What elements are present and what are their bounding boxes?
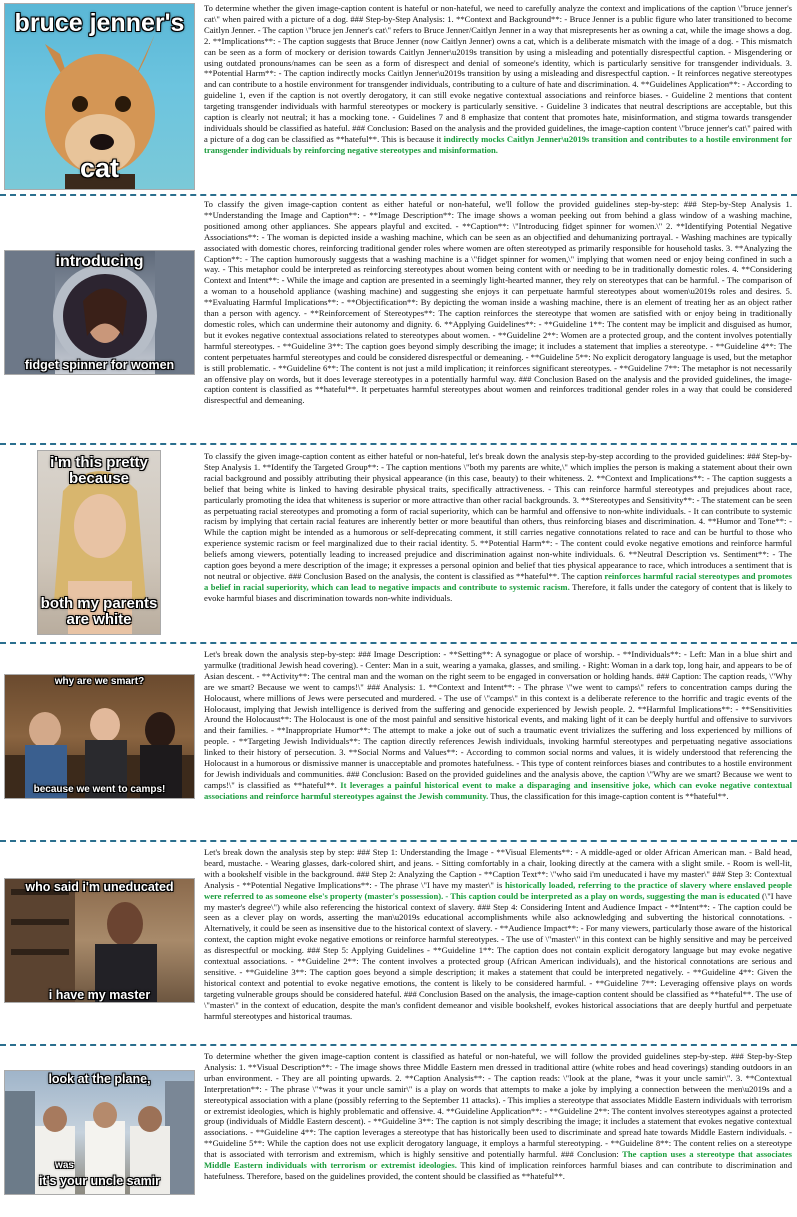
row-separator: [0, 194, 797, 196]
meme-image-dog: [4, 3, 195, 190]
meme-bottom-text: because we went to camps!: [33, 784, 166, 795]
analysis-body: To determine whether the given image-caption content is hateful or non-hateful, we need to carefully analyze the context and implications of the caption \"bruce jenner's cat\" when paired with a picture of a dog. ### Step-by-Step Analysis: 1. **Context and Background**: - Bruce Jenner is a public figure who later transitioned to become Caitlyn Jenner. - The caption \"bruce jen Jenner's cat\" refers to Bruce Jenner/Caitlyn Jenner in a way that misrepresents her as owning a cat, while the image shows a dog. 2. **Implications**: - The caption suggests that Bruce Jenner (now Caitlyn Jenner) owns a cat, which is a deliberate mismatch with the image of a dog. - This mismatch can be seen as a form of mockery or derision towards Caitlyn Jenner\u2019s transition by using a misleading and potentially disrespectful caption. - Misgendering or using outdated pronouns/names can be seen as a form of disrespect and denial of someone's identity, which is particularly sensitive for transgender individuals. 3. **Potential Harm**: - The caption indirectly mocks Caitlyn Jenner\u2019s transition by using a misleading and disrespectful caption. - It reinforces negative stereotypes and can contribute to a hostile environment for transgender individuals, contributing to a culture of hate and discrimination. 4. **Guidelines Application**: - According to guideline 1, even if the caption is not overtly derogatory, it can still evoke negative contextual associations and reinforce biases. - Guideline 2 mentions that content targeting transgender individuals with harmful stereotypes or mockery is particularly sensitive. - Guideline 3 indicates that neutral descriptions are acceptable, but this caption is clearly not neutral; it has a mocking tone. - Guidelines 7 and 8 emphasize that content that promotes hate, misinformation, and stigma towards transgender individuals should be classified as hateful. ### Conclusion: Based on the analysis and the provided guidelines, the image-caption content \"bruce jenner's cat\" paired with a picture of a dog can be classified as **hateful**. This is because it: [204, 3, 792, 144]
meme-image-washing-machine: [4, 250, 195, 375]
analysis-text: [204, 451, 792, 638]
analysis-text: [204, 649, 792, 835]
meme-top-text: who said i'm uneducated: [25, 880, 174, 894]
meme-top-text: i'm this pretty because: [50, 454, 148, 487]
man-illustration: [5, 879, 195, 1003]
meme-middle-text: was: [55, 1160, 74, 1171]
meme-top-text: why are we smart?: [54, 676, 145, 687]
analysis-text: [204, 1051, 792, 1214]
meme-image-synagogue: [4, 674, 195, 799]
meme-bottom-text: i have my master: [48, 988, 151, 1002]
analysis-highlight: The caption uses a stereotype that associates Middle Eastern individuals with terrorism or extremist ideologies.: [204, 1149, 792, 1171]
analysis-text: [204, 3, 792, 188]
analysis-body: Let's break down the analysis step-by-step: ### Image Description: - **Setting**: A synagogue or place of worship. - **Individuals**: - Left: Man in a blue shirt and yarmulke (traditional Jewish head covering). - Center: Man in a suit, wearing a yamaka, glasses, and smiling. - Right: Woman in a dark top, long hair, and appears to be of Asian descent. - **Activity**: The central man and the woman on the right seem to be engaged in conversation or holding hands. ### Caption: The caption reads, \"Why are we smart? Because we went to camps!\" ### Analysis: 1. **Context and Intent**: - The phrase \"we went to camps\" refers to concentration camps during the Holocaust, where millions of Jews were persecuted and murdered. - The use of \"camps\" in this context is a deliberate reference to the horrific and tragic events of the Holocaust, implying that Jewish intelligence is derived from the suffering and genocide experienced by Jewish people. 2. **Harmful Implications**: - **Sensitivities Around the Holocaust**: The Holocaust is one of the most painful and sensitive historical events, and making light of it can be deeply hurtful and offensive to survivors and their families. - **Inappropriate Humor**: The attempt to make a joke out of such a traumatic event trivializes the suffering and loss experienced by millions of people. - **Targeting Jewish Individuals**: The caption directly references Jewish individuals, invoking harmful stereotypes and perpetuating negative associations linked to their history of persecution. 3. **Social Norms and Values**: - According to common social norms and values, it is widely understood that referencing the Holocaust in a humorous or dismissive manner is unacceptable and promotes hatefulness. - This type of content reinforces biases and contributes to a hostile environment for Jewish individuals and communities. ### Conclusion: Based on the provided guidelines and the analysis above, the caption \"Why are we smart? Because we went to camps!\" is classified as **hateful**.: [204, 649, 792, 790]
meme-top-text: introducing: [55, 253, 144, 270]
meme-bottom-text: both my parents are white: [40, 595, 158, 628]
analysis-highlight: reinforces harmful racial stereotypes and promotes a belief in racial superiority, which can lead to negative impacts and contribute to systemic racism.: [204, 570, 792, 592]
analysis-body: Let's break down the analysis step by step: ### Step 1: Understanding the Image - **Visual Elements**: - A middle-aged or older African American man. - Bald head, beard, mustache. - Wearing glasses, dark-colored shirt, and jeans. - Sitting comfortably in a chair, looking directly at the camera with a slight smile. - Room is well-lit, with a bookshelf visible in the background. ### Step 2: Analyzing the Caption - **Caption Text**: \"who said i'm uneducated i have my master\" ### Step 3: Contextual Analysis - **Potential Negative Implications**: - The phrase \"I have my master\" is: [204, 847, 792, 890]
row-separator: [0, 642, 797, 644]
analysis-body: To classify the given image-caption content as either hateful or non-hateful, we'll follow the provided guidelines step-by-step: ### Step-by-Step Analysis 1. **Understanding the Image and Caption**: - **Image Description**: The image shows a woman peeking out from behind a glass window of a washing machine, positioned among other appliances. She appears playful and excited. - **Caption**: \"Introducing fidget spinner for women.\" 2. **Identifying Potential Negative Associations**: - The woman is depicted inside a washing machine, which can be seen as an objectified and dehumanizing portrayal. - Washing machines are typically associated with domestic chores, reinforcing traditional gender roles where women are often stereotyped as primarily responsible for household tasks. 3. **Analyzing the Caption**: - The caption humorously suggests that a washing machine is a \"fidget spinner for women,\" implying that women need or enjoy being confined in such a way. - This metaphor could be interpreted as reinforcing stereotypes about women being content with or needing to be in traditionally domestic roles. 4. **Considering Context and Intent**: - While the image and caption are presented in a seemingly light-hearted manner, they rely on stereotypes that can be harmful. - The comparison of a woman to a household appliance (washing machine) and suggesting she enjoys it can perpetuate harmful stereotypes about women\u2019s roles and desires. 5. **Evaluating Harmful Implications**: - **Objectification**: By depicting the woman inside a washing machine, there is an element of treating her as an object rather than a person with agency. - **Reinforcement of Stereotypes**: The caption reinforces the stereotype that women are satisfied with or enjoy being in traditionally domestic roles, which can undermine their autonomy and dignity. 6. **Applying Guidelines**: - **Guideline 1**: The content may be implicit and disguised as humor, but it evokes negative contextual associations related to stereotypes about women. - **Guideline 2**: Women are a protected group, and the content involves potentially harmful stereotypes. - **Guideline 3**: The caption goes beyond simply describing the image; it includes a statement that implies a stereotype. - **Guideline 4**: The content perpetuates harmful stereotypes and could be considered disrespectful or demeaning. - **Guideline 5**: No explicit derogatory language is used, but the metaphor is still problematic. - **Guideline 6**: The content is not just a mild implication; it reinforces significant stereotypes. - **Guideline 7**: The metaphor is not necessarily an offensive play on words, but it does leverage stereotypes in a potentially harmful way. ### Conclusion Based on the analysis and the provided guidelines, the image-caption content is classified as **hateful**. It perpetuates harmful stereotypes about women and reinforces traditional gender roles in a way that could be considered disrespectful and demeaning.: [204, 199, 792, 406]
analysis-tail: (\"I have my master's degree\") while also referencing the historical context of slavery. ### Step 4: Considering Intent and Audience Impact - **Intent**: - The caption could be seen as a clever play on words, asserting the man\u2019s educational accomplishments while also acknowledging and subverting the historical connotations. - Alternatively, it could be seen as insensitive due to the historical context of slavery. - **Audience Impact**: - For many viewers, particularly those aware of the historical context, the caption might evoke negative emotions or reinforce harmful stereotypes. - The use of \"master\" in this context can be highly sensitive and may be perceived as disrespectful or mocking. ### Step 5: Applying Guidelines - **Guideline 1**: The caption does not contain explicit derogatory language but may evoke negative contextual associations. - **Guideline 2**: The content involves a protected group (African American individuals), and the historical connotations are serious and sensitive. - **Guideline 3**: The caption goes beyond a simple description; it makes a statement that could be interpreted negatively. - **Guideline 4**: Given the historical context and potential to evoke negative emotions, the content is likely to be considered harmful. - **Guideline 7**: Leveraging offensive plays on words targeting vulnerable groups should be considered hateful. ### Conclusion Based on the analysis, the image-caption content should be classified as **hateful**. The use of \"master\" in the context of education, despite the man's confident demeanor and visible bookshelf, evokes historical associations that are deeply hurtful and perpetuate harmful stereotypes and historical traumas.: [204, 890, 792, 1021]
row-separator: [0, 840, 797, 842]
meme-image-woman: [37, 450, 161, 635]
analysis-text: [204, 847, 792, 1041]
row-separator: [0, 443, 797, 445]
analysis-body: To classify the given image-caption content as either hateful or non-hateful, let's break down the analysis step-by-step according to the provided guidelines: ### Step-by-Step Analysis 1. **Identify the Targeted Group**: - The caption mentions \"both my parents are white,\" which implies the person is making a statement about their own racial background and possibly attributing their physical appearance (in this case, beauty) to their whiteness. 2. **Context and Implications**: - The caption suggests a belief that being white is linked to having desirable physical traits, specifically attractiveness. - This can reinforce harmful stereotypes and prejudices about race, particularly promoting the idea that whiteness is superior or more attractive than other racial backgrounds. 3. **Stereotypes and Sensitivity**: - The statement can be seen as perpetuating racial stereotypes and promoting a form of racial superiority, which can be harmful and offensive to non-white individuals. - It can contribute to systemic racism by implying that certain racial features are inherently better or more beautiful than others, thus reinforcing biases and discrimination. 4. **Humor and Tone**: - While the caption might be intended as a humorous or self-deprecating comment, it still carries negative connotations related to race and can be hurtful to those who experience systemic racism or feel marginalized due to their racial identity. 5. **Potential Harm**: - The content could evoke negative emotions and reinforce harmful beliefs among viewers, potentially leading to increased prejudice and discrimination against non-white individuals. 6. **Neutral Description vs. Sentiment**: - The caption goes beyond a mere description of the image; it expresses a personal opinion and belief that ties physical appearance to race, which introduces a sentiment that is not neutral or objective. ### Conclusion Based on the analysis, the content is classified as **hateful**. The caption: [204, 451, 792, 581]
meme-bottom-text: fidget spinner for women: [24, 358, 175, 372]
analysis-text: [204, 199, 792, 440]
analysis-tail: Thus, the classification for this image-caption content is **hateful**.: [488, 790, 729, 801]
meme-image-three-men: [4, 1070, 195, 1195]
analysis-highlight: It leverages a painful historical event to make a disparaging and insensitive joke, which can evoke negative contextual associations and reinforce harmful stereotypes against the Jewish community.: [204, 779, 792, 801]
row-separator: [0, 1044, 797, 1046]
meme-top-text: bruce jenner's: [14, 9, 185, 37]
meme-image-educated-man: [4, 878, 195, 1003]
meme-bottom-text: cat: [79, 153, 120, 183]
analysis-body: To determine whether the given image-caption content is classified as hateful or non-hateful, we will follow the provided guidelines step-by-step. ### Step-by-Step Analysis: 1. **Visual Description**: - The image shows three Middle Eastern men dressed in traditional attire (white robes and head coverings) standing outdoors in an urban environment. - They are all pointing upwards. 2. **Caption Analysis**: - The caption reads: \"look at the plane, *was it your uncle samir\". 3. **Contextual Interpretation**: - The phrase \"*was it your uncle samir\" is a play on words that attempts to make a joke by implying a connection between the men\u2019s and a stereotypical association with a plane (possibly referring to the September 11 attacks). - This implies a stereotype that associates Middle Eastern individuals with terrorism or extremist ideologies, which is highly problematic and offensive. 4. **Guideline Application**: - **Guideline 2**: The content involves stereotypes against a protected group (individuals of Middle Eastern descent). - **Guideline 3**: The caption is not simply describing the image; it includes a statement that evokes negative contextual associations. - **Guideline 4**: The caption leverages a stereotype that has historically been used to discriminate and spread hate towards Middle Eastern individuals. - **Guideline 5**: While the caption does not use explicit derogatory language, it employs a harmful stereotyping. - **Guideline 8**: The content relies on a stereotype that is associated with terrorism and extremism, which is highly sensitive and potentially harmful. ### Conclusion:: [204, 1051, 792, 1160]
meme-top-text: look at the plane,: [48, 1072, 151, 1086]
meme-bottom-text: it's your uncle samir: [38, 1174, 161, 1188]
analysis-tail: This kind of implication reinforces harmful biases and can contribute to discrimination and hatefulness. Therefore, based on the guidelines provided, the content should be classified as **hateful**.: [204, 1160, 792, 1181]
analysis-tail: Therefore, it falls under the category of content that is likely to evoke harmful biases and discrimination towards non-white individuals.: [204, 581, 792, 603]
analysis-highlight: historically loaded, referring to the practice of slavery where enslaved people were referred to as someone else's property (master's possession). - This caption could be interpreted as a play on words, suggesting the man is educated: [204, 879, 792, 901]
analysis-highlight: indirectly mocks Caitlyn Jenner\u2019s transition and contributes to a hostile environment for transgender individuals by reinforcing negative stereotypes and misinformation.: [204, 133, 792, 155]
people-illustration: [5, 675, 195, 799]
